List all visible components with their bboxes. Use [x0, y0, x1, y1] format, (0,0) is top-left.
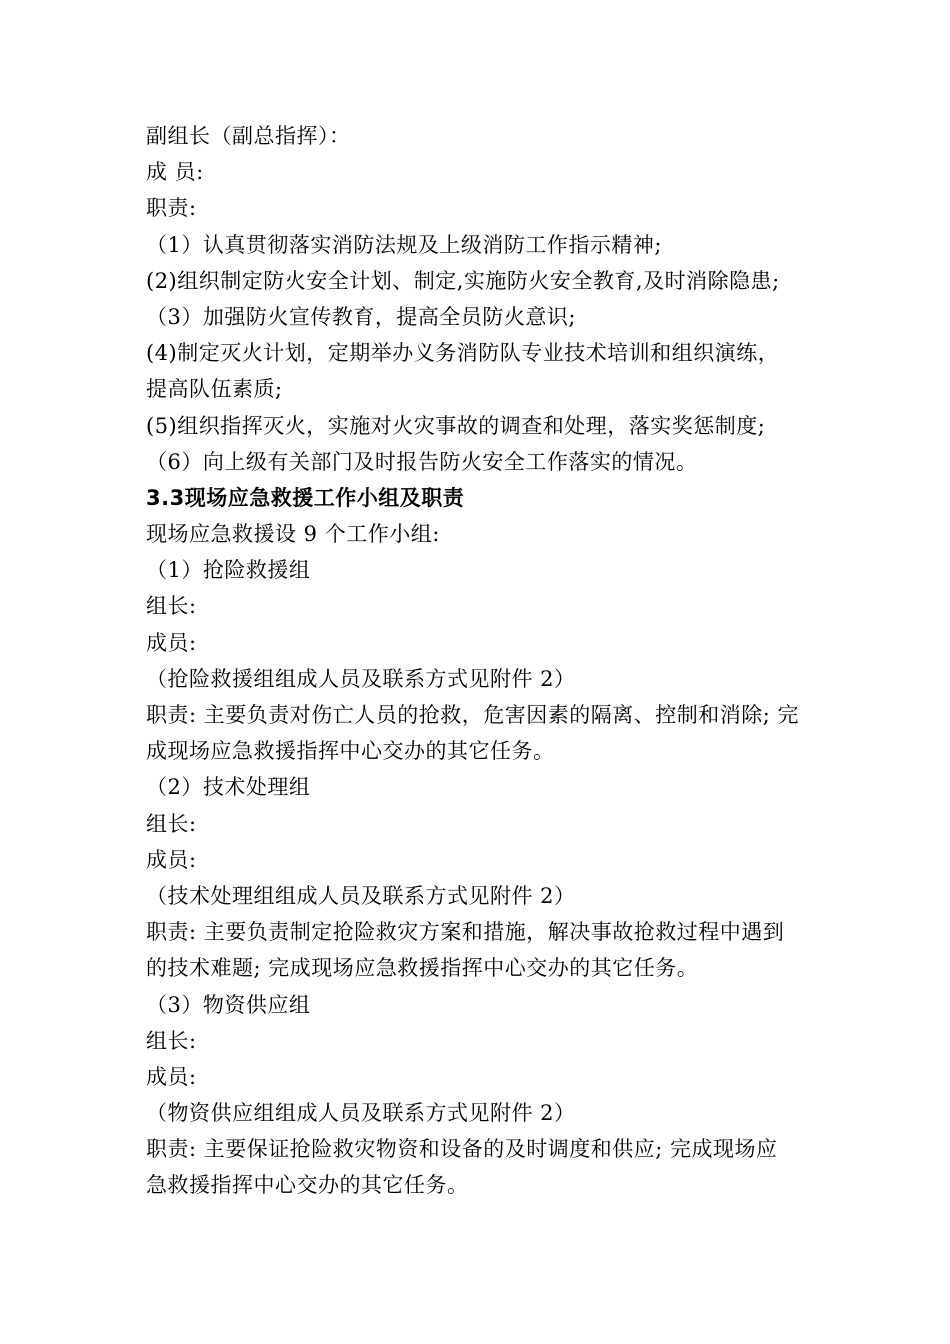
subsection-title: （2）技术处理组: [146, 775, 311, 800]
doc-line: （物资供应组组成人员及联系方式见附件 2）: [146, 1101, 576, 1126]
doc-line: 的技术难题; 完成现场应急救援指挥中心交办的其它任务。: [146, 956, 699, 981]
doc-line: 组长:: [146, 594, 197, 619]
doc-line: (5)组织指挥灭火，实施对火灾事故的调查和处理，落实奖惩制度;: [146, 413, 766, 438]
doc-line: 组长:: [146, 1028, 197, 1053]
doc-line: 副组长（副总指挥）：: [146, 124, 351, 148]
doc-line: 职责: 主要负责对伤亡人员的抢救，危害因素的隔离、控制和消除; 完: [146, 703, 799, 727]
doc-line: (4)制定灭火计划，定期举办义务消防队专业技术培训和组织演练，: [146, 341, 780, 366]
doc-line: （3）加强防火宣传教育，提高全员防火意识;: [146, 304, 576, 329]
doc-line: 成 员:: [146, 160, 204, 185]
doc-line: 现场应急救援设 9 个工作小组:: [146, 522, 440, 547]
subsection-title: （3）物资供应组: [146, 992, 311, 1017]
doc-line: 成员:: [146, 630, 197, 655]
doc-line: 组长:: [146, 811, 197, 836]
subsection-title: （1）抢险救援组: [146, 558, 311, 583]
section-heading: 3.3现场应急救援工作小组及职责: [146, 485, 465, 510]
doc-line: 急救援指挥中心交办的其它任务。: [146, 1173, 469, 1198]
document-page: [146, 118, 826, 1204]
doc-line: （技术处理组组成人员及联系方式见附件 2）: [146, 883, 576, 908]
doc-line: 职责: 主要保证抢险救灾物资和设备的及时调度和供应; 完成现场应: [146, 1137, 778, 1162]
doc-line: 职责: 主要负责制定抢险救灾方案和措施，解决事故抢救过程中遇到: [146, 920, 785, 945]
doc-line: 成员:: [146, 847, 197, 872]
doc-line: 提高队伍素质;: [146, 377, 283, 402]
doc-line: 成员:: [146, 1064, 197, 1089]
doc-line: （6）向上级有关部门及时报告防火安全工作落实的情况。: [146, 449, 698, 474]
doc-line: (2)组织制定防火安全计划、制定,实施防火安全教育,及时消除隐患;: [146, 268, 780, 293]
doc-line: 成现场应急救援指挥中心交办的其它任务。: [146, 739, 555, 764]
doc-line: （抢险救援组组成人员及联系方式见附件 2）: [146, 666, 576, 691]
doc-line: 职责:: [146, 196, 197, 221]
doc-line: （1）认真贯彻落实消防法规及上级消防工作指示精神;: [146, 232, 662, 257]
